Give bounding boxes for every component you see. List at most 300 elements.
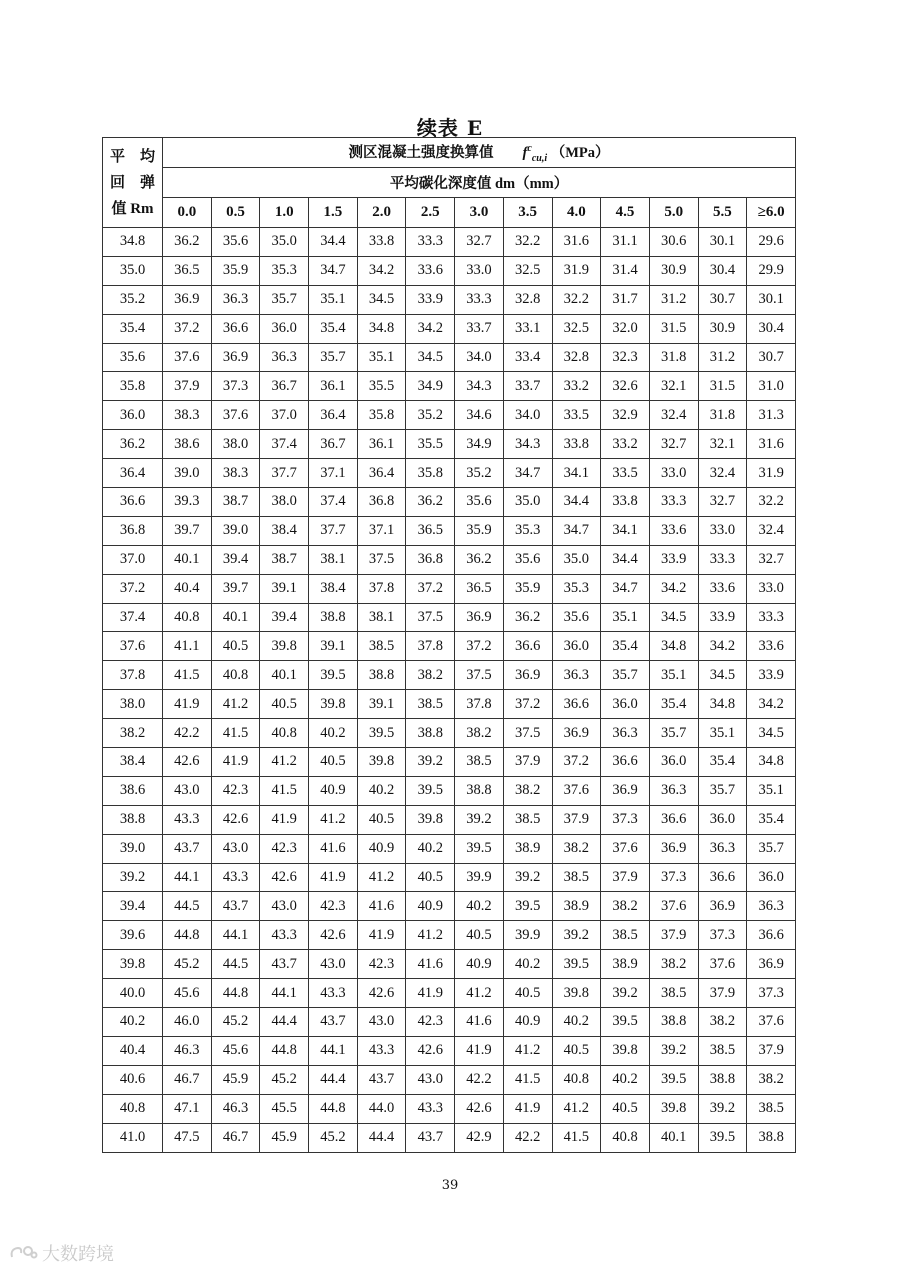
strength-value-cell: 36.6: [503, 632, 552, 661]
strength-value-cell: 30.9: [698, 314, 747, 343]
strength-value-cell: 43.3: [211, 863, 260, 892]
strength-value-cell: 36.9: [503, 661, 552, 690]
strength-value-cell: 35.3: [260, 256, 309, 285]
strength-value-cell: 37.6: [698, 950, 747, 979]
strength-value-cell: 43.3: [309, 979, 358, 1008]
strength-value-cell: 40.1: [211, 603, 260, 632]
strength-value-cell: 36.7: [309, 430, 358, 459]
strength-value-cell: 33.0: [649, 459, 698, 488]
strength-value-cell: 36.3: [260, 343, 309, 372]
strength-value-cell: 33.3: [455, 285, 504, 314]
watermark-logo-icon: [8, 1243, 38, 1263]
rebound-value-cell: 36.8: [103, 516, 163, 545]
strength-value-cell: 35.1: [698, 719, 747, 748]
strength-value-cell: 36.5: [455, 574, 504, 603]
strength-value-cell: 35.8: [357, 401, 406, 430]
strength-value-cell: 41.6: [309, 834, 358, 863]
strength-value-cell: 41.2: [552, 1094, 601, 1123]
strength-value-cell: 32.3: [601, 343, 650, 372]
strength-value-cell: 44.8: [260, 1036, 309, 1065]
strength-value-cell: 39.1: [357, 690, 406, 719]
strength-value-cell: 32.7: [747, 545, 796, 574]
strength-value-cell: 41.5: [552, 1123, 601, 1152]
group-header-carbonation: 平均碳化深度值 dm（mm）: [163, 168, 796, 198]
strength-value-cell: 33.8: [601, 488, 650, 517]
strength-value-cell: 35.0: [260, 228, 309, 257]
strength-value-cell: 38.5: [747, 1094, 796, 1123]
strength-value-cell: 43.7: [163, 834, 212, 863]
strength-value-cell: 44.8: [309, 1094, 358, 1123]
strength-value-cell: 38.8: [698, 1065, 747, 1094]
table-row: [103, 719, 796, 748]
strength-value-cell: 37.6: [747, 1008, 796, 1037]
strength-value-cell: 34.8: [649, 632, 698, 661]
column-header: 3.0: [455, 198, 504, 228]
strength-value-cell: 45.6: [211, 1036, 260, 1065]
strength-value-cell: 39.9: [455, 863, 504, 892]
strength-value-cell: 32.8: [552, 343, 601, 372]
strength-value-cell: 45.9: [260, 1123, 309, 1152]
strength-value-cell: 41.9: [163, 690, 212, 719]
strength-value-cell: 37.5: [357, 545, 406, 574]
strength-value-cell: 41.9: [406, 979, 455, 1008]
strength-value-cell: 43.7: [309, 1008, 358, 1037]
strength-value-cell: 41.5: [503, 1065, 552, 1094]
strength-value-cell: 35.0: [552, 545, 601, 574]
strength-value-cell: 34.5: [698, 661, 747, 690]
strength-value-cell: 36.3: [649, 776, 698, 805]
strength-value-cell: 37.9: [503, 748, 552, 777]
strength-value-cell: 33.2: [552, 372, 601, 401]
strength-value-cell: 30.1: [698, 228, 747, 257]
strength-value-cell: 38.2: [601, 892, 650, 921]
strength-value-cell: 29.9: [747, 256, 796, 285]
strength-value-cell: 39.8: [649, 1094, 698, 1123]
strength-value-cell: 32.1: [698, 430, 747, 459]
rebound-value-cell: 41.0: [103, 1123, 163, 1152]
strength-value-cell: 36.5: [163, 256, 212, 285]
strength-value-cell: 45.2: [211, 1008, 260, 1037]
strength-value-cell: 36.0: [698, 805, 747, 834]
strength-conversion-table: [102, 137, 796, 1153]
strength-value-cell: 31.3: [747, 401, 796, 430]
rebound-value-cell: 37.6: [103, 632, 163, 661]
table-row: [103, 256, 796, 285]
strength-value-cell: 41.5: [260, 776, 309, 805]
strength-value-cell: 36.0: [747, 863, 796, 892]
rebound-value-cell: 36.2: [103, 430, 163, 459]
strength-value-cell: 39.4: [211, 545, 260, 574]
strength-value-cell: 43.3: [163, 805, 212, 834]
strength-value-cell: 32.7: [698, 488, 747, 517]
strength-value-cell: 42.9: [455, 1123, 504, 1152]
strength-value-cell: 42.6: [455, 1094, 504, 1123]
strength-value-cell: 36.9: [552, 719, 601, 748]
strength-value-cell: 44.1: [211, 921, 260, 950]
strength-value-cell: 41.5: [163, 661, 212, 690]
strength-value-cell: 38.5: [698, 1036, 747, 1065]
rebound-value-cell: 40.0: [103, 979, 163, 1008]
strength-value-cell: 35.2: [406, 401, 455, 430]
rebound-value-cell: 35.4: [103, 314, 163, 343]
rebound-value-cell: 40.2: [103, 1008, 163, 1037]
strength-value-cell: 39.2: [698, 1094, 747, 1123]
strength-value-cell: 37.1: [357, 516, 406, 545]
strength-value-cell: 30.4: [747, 314, 796, 343]
column-header: 5.5: [698, 198, 747, 228]
table-row: [103, 950, 796, 979]
strength-value-cell: 34.2: [406, 314, 455, 343]
rebound-value-cell: 38.6: [103, 776, 163, 805]
strength-value-cell: 35.5: [357, 372, 406, 401]
strength-value-cell: 31.7: [601, 285, 650, 314]
table-row: [103, 892, 796, 921]
strength-value-cell: 36.0: [649, 748, 698, 777]
strength-value-cell: 37.8: [406, 632, 455, 661]
strength-value-cell: 37.3: [698, 921, 747, 950]
table-row: [103, 516, 796, 545]
strength-value-cell: 35.0: [503, 488, 552, 517]
strength-value-cell: 37.4: [260, 430, 309, 459]
strength-value-cell: 33.3: [747, 603, 796, 632]
strength-value-cell: 43.3: [357, 1036, 406, 1065]
strength-value-cell: 37.6: [649, 892, 698, 921]
strength-value-cell: 38.2: [698, 1008, 747, 1037]
strength-value-cell: 31.5: [698, 372, 747, 401]
table-row: [103, 1123, 796, 1152]
strength-value-cell: 37.9: [649, 921, 698, 950]
strength-value-cell: 31.4: [601, 256, 650, 285]
strength-value-cell: 36.0: [601, 690, 650, 719]
table-row: [103, 1065, 796, 1094]
strength-value-cell: 33.0: [747, 574, 796, 603]
strength-value-cell: 45.2: [260, 1065, 309, 1094]
strength-value-cell: 41.9: [455, 1036, 504, 1065]
strength-value-cell: 32.6: [601, 372, 650, 401]
table-row: [103, 401, 796, 430]
strength-value-cell: 31.1: [601, 228, 650, 257]
rebound-value-cell: 36.4: [103, 459, 163, 488]
strength-value-cell: 39.5: [601, 1008, 650, 1037]
strength-value-cell: 36.2: [503, 603, 552, 632]
strength-value-cell: 38.8: [455, 776, 504, 805]
strength-value-cell: 34.1: [601, 516, 650, 545]
strength-value-cell: 43.0: [211, 834, 260, 863]
strength-value-cell: 38.1: [357, 603, 406, 632]
strength-value-cell: 39.7: [211, 574, 260, 603]
group1-symbol: f: [522, 145, 528, 162]
strength-value-cell: 33.5: [552, 401, 601, 430]
strength-value-cell: 36.0: [552, 632, 601, 661]
table-row: [103, 1036, 796, 1065]
strength-value-cell: 39.9: [503, 921, 552, 950]
strength-value-cell: 43.0: [163, 776, 212, 805]
strength-value-cell: 34.4: [309, 228, 358, 257]
strength-value-cell: 40.1: [260, 661, 309, 690]
strength-value-cell: 40.5: [260, 690, 309, 719]
strength-value-cell: 34.5: [357, 285, 406, 314]
strength-value-cell: 32.7: [649, 430, 698, 459]
strength-value-cell: 34.5: [747, 719, 796, 748]
strength-value-cell: 37.6: [552, 776, 601, 805]
strength-value-cell: 37.9: [747, 1036, 796, 1065]
strength-value-cell: 35.1: [309, 285, 358, 314]
table-title: 续表 E: [416, 116, 484, 140]
strength-value-cell: 43.0: [406, 1065, 455, 1094]
table-row: [103, 690, 796, 719]
strength-value-cell: 39.8: [357, 748, 406, 777]
strength-value-cell: 33.2: [601, 430, 650, 459]
strength-value-cell: 33.0: [455, 256, 504, 285]
strength-value-cell: 44.5: [211, 950, 260, 979]
strength-value-cell: 42.2: [163, 719, 212, 748]
strength-value-cell: 40.9: [357, 834, 406, 863]
table-row: [103, 863, 796, 892]
strength-value-cell: 44.0: [357, 1094, 406, 1123]
strength-value-cell: 36.0: [260, 314, 309, 343]
strength-value-cell: 36.3: [698, 834, 747, 863]
strength-value-cell: 33.8: [552, 430, 601, 459]
table-row: [103, 661, 796, 690]
strength-value-cell: 37.0: [260, 401, 309, 430]
table-row: [103, 488, 796, 517]
strength-value-cell: 35.1: [747, 776, 796, 805]
strength-value-cell: 38.8: [309, 603, 358, 632]
strength-value-cell: 38.1: [309, 545, 358, 574]
page-number: 39: [441, 1178, 459, 1193]
strength-value-cell: 35.4: [309, 314, 358, 343]
table-row: [103, 805, 796, 834]
strength-value-cell: 40.5: [406, 863, 455, 892]
strength-value-cell: 36.3: [747, 892, 796, 921]
strength-value-cell: 31.6: [552, 228, 601, 257]
strength-value-cell: 40.5: [552, 1036, 601, 1065]
strength-value-cell: 35.3: [552, 574, 601, 603]
strength-value-cell: 40.9: [309, 776, 358, 805]
strength-value-cell: 39.3: [163, 488, 212, 517]
strength-value-cell: 32.2: [503, 228, 552, 257]
strength-value-cell: 36.7: [260, 372, 309, 401]
strength-value-cell: 42.2: [455, 1065, 504, 1094]
strength-value-cell: 35.7: [309, 343, 358, 372]
strength-value-cell: 35.6: [211, 228, 260, 257]
strength-value-cell: 43.0: [260, 892, 309, 921]
strength-value-cell: 33.8: [357, 228, 406, 257]
strength-value-cell: 35.9: [503, 574, 552, 603]
strength-value-cell: 32.2: [747, 488, 796, 517]
strength-value-cell: 37.2: [503, 690, 552, 719]
strength-value-cell: 35.1: [601, 603, 650, 632]
strength-value-cell: 37.7: [260, 459, 309, 488]
strength-value-cell: 34.8: [698, 690, 747, 719]
group-header-strength: [163, 138, 796, 168]
strength-value-cell: 33.3: [698, 545, 747, 574]
strength-value-cell: 46.0: [163, 1008, 212, 1037]
strength-value-cell: 38.3: [211, 459, 260, 488]
strength-value-cell: 35.9: [455, 516, 504, 545]
strength-value-cell: 33.3: [406, 228, 455, 257]
strength-value-cell: 37.9: [698, 979, 747, 1008]
strength-value-cell: 35.5: [406, 430, 455, 459]
strength-value-cell: 40.5: [455, 921, 504, 950]
strength-value-cell: 42.2: [503, 1123, 552, 1152]
column-header: 1.0: [260, 198, 309, 228]
strength-value-cell: 36.4: [357, 459, 406, 488]
strength-value-cell: 42.3: [309, 892, 358, 921]
strength-value-cell: 43.3: [260, 921, 309, 950]
strength-value-cell: 39.2: [601, 979, 650, 1008]
strength-value-cell: 47.5: [163, 1123, 212, 1152]
strength-value-cell: 33.3: [649, 488, 698, 517]
strength-value-cell: 33.6: [649, 516, 698, 545]
table-row: [103, 1008, 796, 1037]
strength-value-cell: 34.0: [455, 343, 504, 372]
strength-value-cell: 36.6: [698, 863, 747, 892]
strength-value-cell: 29.6: [747, 228, 796, 257]
strength-value-cell: 37.2: [406, 574, 455, 603]
strength-value-cell: 31.9: [747, 459, 796, 488]
strength-value-cell: 35.6: [503, 545, 552, 574]
strength-value-cell: 30.9: [649, 256, 698, 285]
strength-value-cell: 42.3: [211, 776, 260, 805]
strength-value-cell: 31.2: [649, 285, 698, 314]
strength-value-cell: 35.6: [455, 488, 504, 517]
strength-value-cell: 38.2: [503, 776, 552, 805]
strength-value-cell: 40.2: [601, 1065, 650, 1094]
strength-value-cell: 34.3: [455, 372, 504, 401]
strength-value-cell: 34.8: [357, 314, 406, 343]
strength-value-cell: 33.9: [406, 285, 455, 314]
strength-value-cell: 37.9: [601, 863, 650, 892]
strength-value-cell: 32.4: [649, 401, 698, 430]
rebound-value-cell: 38.0: [103, 690, 163, 719]
strength-value-cell: 40.5: [503, 979, 552, 1008]
strength-value-cell: 42.6: [211, 805, 260, 834]
strength-value-cell: 41.5: [211, 719, 260, 748]
strength-value-cell: 36.3: [211, 285, 260, 314]
column-header: 4.5: [601, 198, 650, 228]
strength-value-cell: 33.6: [406, 256, 455, 285]
rebound-value-cell: 35.8: [103, 372, 163, 401]
rowhead-line-2: 回 弹: [109, 174, 155, 191]
strength-value-cell: 46.3: [163, 1036, 212, 1065]
strength-value-cell: 39.2: [552, 921, 601, 950]
strength-value-cell: 39.5: [406, 776, 455, 805]
strength-value-cell: 36.9: [601, 776, 650, 805]
strength-value-cell: 30.1: [747, 285, 796, 314]
watermark: [8, 1240, 114, 1266]
group1-sub: cu,i: [531, 152, 548, 164]
strength-value-cell: 41.2: [260, 748, 309, 777]
rebound-value-cell: 37.0: [103, 545, 163, 574]
strength-value-cell: 35.2: [455, 459, 504, 488]
group1-unit: （MPa）: [550, 145, 610, 162]
strength-value-cell: 39.8: [260, 632, 309, 661]
strength-value-cell: 37.2: [455, 632, 504, 661]
strength-value-cell: 40.8: [601, 1123, 650, 1152]
strength-value-cell: 39.8: [406, 805, 455, 834]
strength-value-cell: 34.5: [406, 343, 455, 372]
strength-value-cell: 41.9: [309, 863, 358, 892]
strength-value-cell: 40.2: [357, 776, 406, 805]
strength-value-cell: 37.8: [455, 690, 504, 719]
strength-value-cell: 35.1: [649, 661, 698, 690]
strength-value-cell: 43.7: [211, 892, 260, 921]
strength-value-cell: 33.6: [747, 632, 796, 661]
strength-value-cell: 39.5: [698, 1123, 747, 1152]
strength-value-cell: 39.8: [552, 979, 601, 1008]
strength-value-cell: 39.5: [357, 719, 406, 748]
strength-value-cell: 37.9: [552, 805, 601, 834]
strength-value-cell: 42.6: [309, 921, 358, 950]
strength-value-cell: 43.0: [357, 1008, 406, 1037]
rowhead-cell: [103, 138, 163, 228]
strength-value-cell: 36.5: [406, 516, 455, 545]
strength-value-cell: 37.3: [649, 863, 698, 892]
strength-value-cell: 37.8: [357, 574, 406, 603]
strength-value-cell: 41.2: [406, 921, 455, 950]
strength-value-cell: 38.5: [601, 921, 650, 950]
strength-value-cell: 40.5: [211, 632, 260, 661]
strength-value-cell: 31.8: [698, 401, 747, 430]
strength-value-cell: 44.1: [260, 979, 309, 1008]
strength-value-cell: 32.8: [503, 285, 552, 314]
table-row: [103, 372, 796, 401]
strength-value-cell: 39.8: [601, 1036, 650, 1065]
rebound-value-cell: 34.8: [103, 228, 163, 257]
strength-value-cell: 32.4: [698, 459, 747, 488]
strength-value-cell: 39.5: [503, 892, 552, 921]
strength-value-cell: 38.2: [406, 661, 455, 690]
rebound-value-cell: 39.2: [103, 863, 163, 892]
strength-value-cell: 41.9: [503, 1094, 552, 1123]
strength-value-cell: 47.1: [163, 1094, 212, 1123]
strength-value-cell: 33.1: [503, 314, 552, 343]
strength-value-cell: 36.3: [601, 719, 650, 748]
strength-value-cell: 40.4: [163, 574, 212, 603]
strength-value-cell: 39.0: [211, 516, 260, 545]
strength-value-cell: 40.2: [552, 1008, 601, 1037]
strength-value-cell: 38.2: [455, 719, 504, 748]
column-header: 2.5: [406, 198, 455, 228]
strength-value-cell: 38.8: [357, 661, 406, 690]
table-row: [103, 979, 796, 1008]
strength-value-cell: 34.7: [309, 256, 358, 285]
strength-value-cell: 35.7: [260, 285, 309, 314]
strength-value-cell: 44.4: [357, 1123, 406, 1152]
strength-value-cell: 39.5: [552, 950, 601, 979]
strength-value-cell: 41.1: [163, 632, 212, 661]
strength-value-cell: 36.6: [211, 314, 260, 343]
strength-value-cell: 33.0: [698, 516, 747, 545]
strength-value-cell: 46.7: [163, 1065, 212, 1094]
rebound-value-cell: 36.6: [103, 488, 163, 517]
strength-value-cell: 37.3: [747, 979, 796, 1008]
strength-value-cell: 39.2: [406, 748, 455, 777]
strength-value-cell: 38.9: [503, 834, 552, 863]
strength-value-cell: 45.2: [309, 1123, 358, 1152]
strength-value-cell: 38.2: [552, 834, 601, 863]
strength-value-cell: 41.6: [406, 950, 455, 979]
strength-value-cell: 39.7: [163, 516, 212, 545]
strength-value-cell: 35.7: [601, 661, 650, 690]
strength-value-cell: 45.5: [260, 1094, 309, 1123]
strength-value-cell: 32.5: [552, 314, 601, 343]
strength-value-cell: 33.6: [698, 574, 747, 603]
column-header: 1.5: [309, 198, 358, 228]
strength-value-cell: 38.4: [309, 574, 358, 603]
table-row: [103, 459, 796, 488]
